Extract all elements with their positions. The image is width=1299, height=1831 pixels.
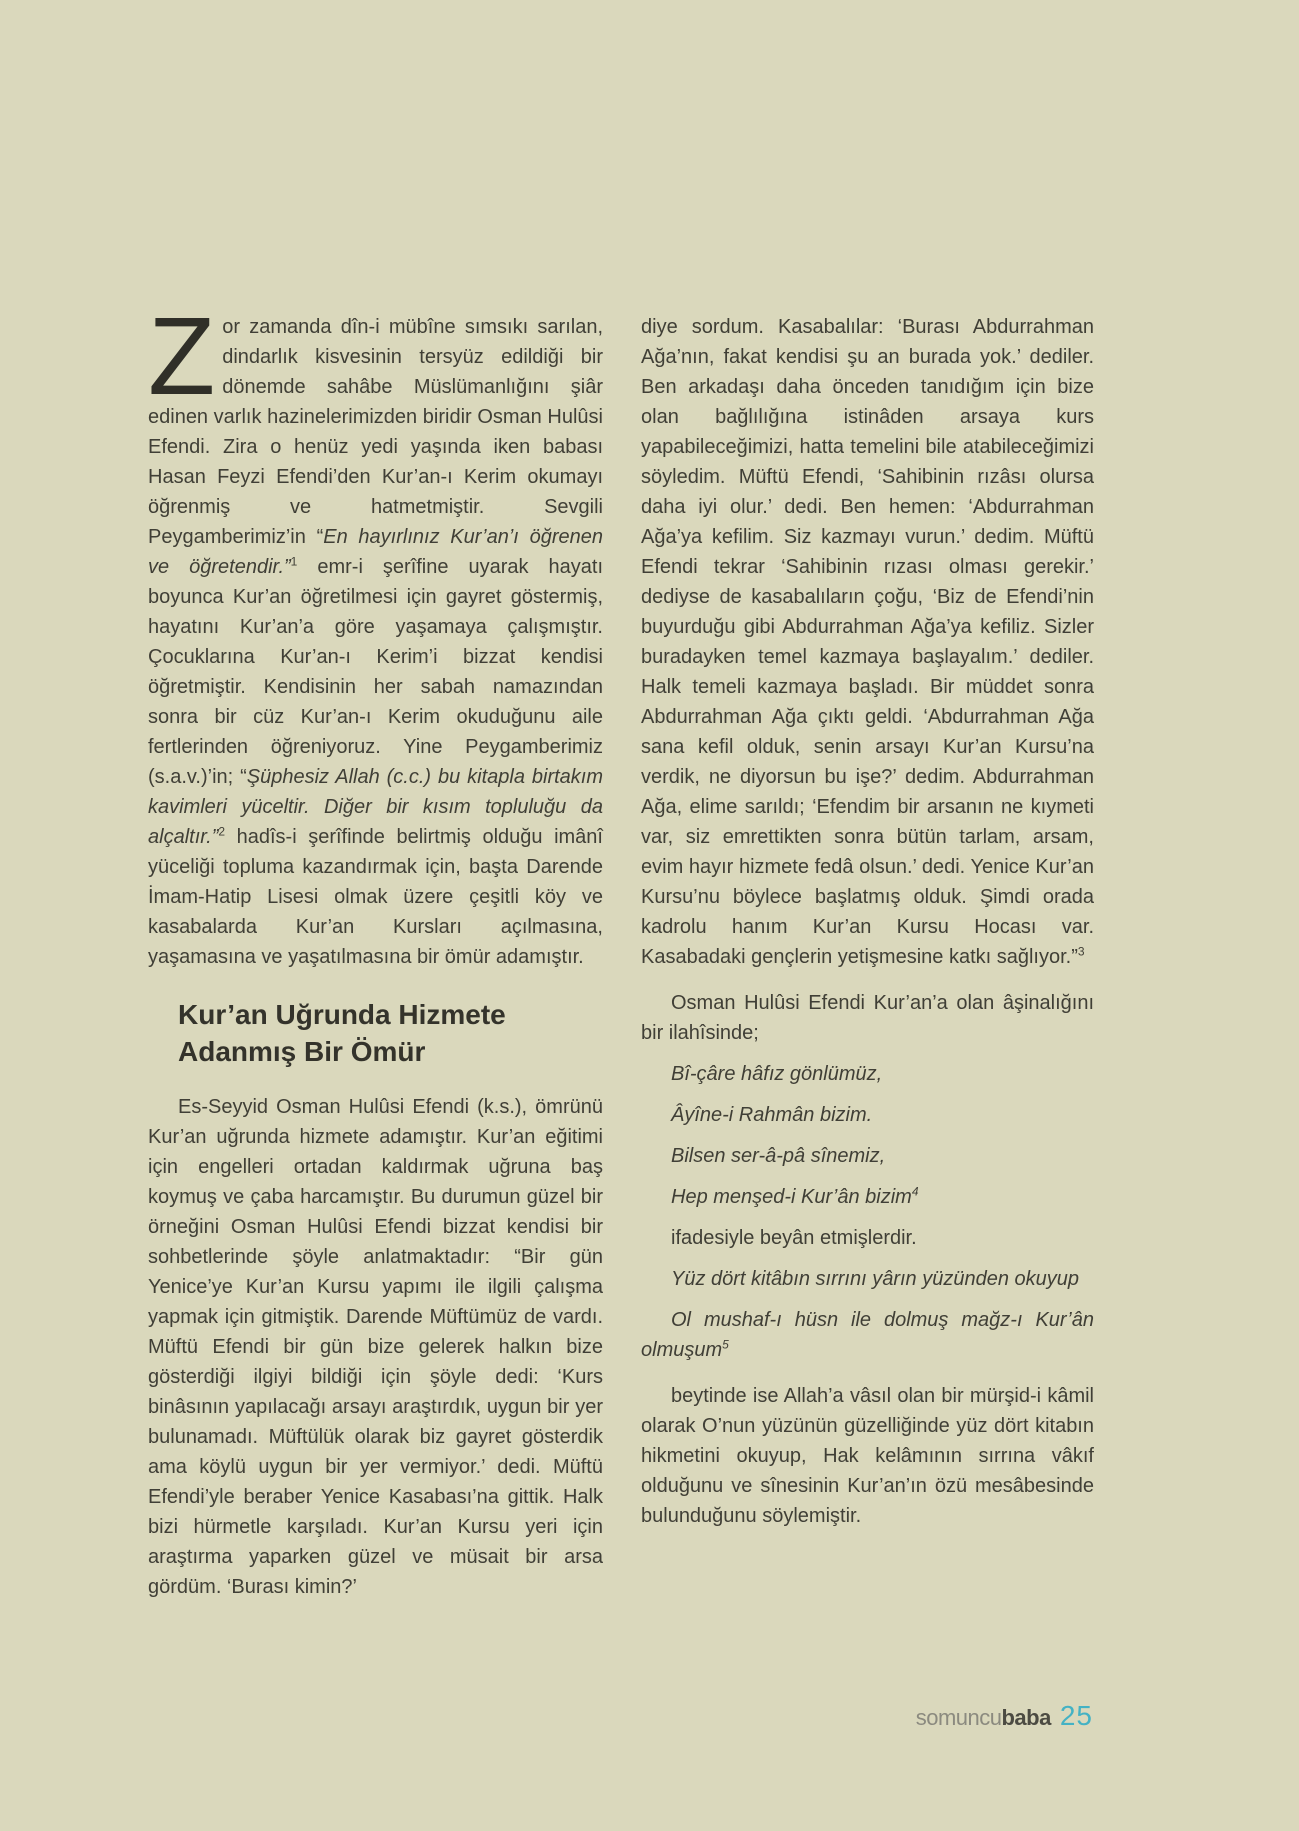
- footnote-ref-3: 3: [1077, 944, 1085, 959]
- brand-somuncu: somuncu: [915, 1705, 1002, 1730]
- article-columns: [148, 295, 1094, 1602]
- section-heading: Kur’an Uğrunda Hizmete Adanmış Bir Ömür: [178, 999, 506, 1067]
- continuation-text: diye sordum. Kasabalılar: ‘Burası Abdurrahman Ağa’nın, fakat kendisi şu an burada yok.’ dediler. Ben arkadaşı daha önceden tanıdığım için bize olan bağlılığına istinâden arsaya kurs yapabileceğimizi, hatta temelini bile atabileceğimizi söyledim. Müftü Efendi, ‘Sahibinin rızâsı olursa daha iyi olur.’ dedi. Ben hemen: ‘Abdurrahman Ağa’ya kefilim. Siz kazmayı vurun.’ dedim. Müftü Efendi tekrar ‘Sahibinin rızası olması gerekir.’ dediyse de kasabalıların çoğu, ‘Biz de Efendi’nin buyurduğu gibi Abdurrahman Ağa’ya kefiliz. Sizler buradayken temel kazmaya başlayalım.’ dediler. Halk temeli kazmaya başladı. Bir müddet sonra Abdurrahman Ağa çıktı geldi. ‘Abdurrahman Ağa sana kefil olduk, senin arsayı Kur’an Kursu’na verdik, ne diyorsun bu işe?’ dedim. Abdurrahman Ağa, elime sarıldı; ‘Efendim bir arsanın ne kıymeti var, siz emrettikten sonra bütün tarlam, arsam, evim hayır hizmete fedâ olsun.’ dedi. Yenice Kur’an Kursu’nu böylece başlatmış olduk. Şimdi orada kadrolu hanım Kur’an Kursu Hocası var. Kasabadaki gençlerin yetişmesine katkı sağlıyor.”: [641, 316, 1094, 968]
- couplet-line-2-text: Ol mushaf-ı hüsn ile dolmuş mağz-ı Kur’ân olmuşum: [641, 1309, 1094, 1361]
- expression-line: ifadesiyle beyân etmişlerdir.: [671, 1227, 917, 1249]
- brand-baba: baba: [1001, 1705, 1051, 1730]
- ilahi-intro-paragraph: Osman Hulûsi Efendi Kur’an’a olan âşinalığını bir ilahîsinde;: [641, 992, 1094, 1044]
- intro-text-2: emr-i şerîfine uyarak hayatı boyunca Kur’an öğretilmesi için gayret göstermiş, hayatını Kur’an’a göre yaşamaya çalışmıştır. Çocuklarına Kur’an-ı Kerim’i bizzat kendisi öğretmiştir. Kendisinin her sabah namazından sonra bir cüz Kur’an-ı Kerim okuduğunu aile fertlerinden öğreniyoruz. Yine Peygamberimiz (s.a.v.)’in; “: [148, 556, 604, 788]
- page-number: 25: [1059, 1700, 1093, 1731]
- footnote-ref-2: 2: [218, 824, 226, 839]
- poem-line-3: Bilsen ser-â-pâ sînemiz,: [671, 1145, 886, 1167]
- intro-text-3: hadîs-i şerîfinde belirtmiş olduğu imânî yüceliği topluma kazandırmak için, başta Darende İmam-Hatip Lisesi olmak üzere çeşitli köy ve kasabalarda Kur’an Kursları açılmasına, yaşamasına ve yaşatılmasına bir ömür adamıştır.: [148, 826, 603, 968]
- closing-paragraph: beytinde ise Allah’a vâsıl olan bir mürşid-i kâmil olarak O’nun yüzünün güzelliğinde yüz dört kitabın hikmetini okuyup, Hak kelâmının sırrına vâkıf olduğunu ve sînesinin Kur’an’ın özü mesâbesinde bulunduğunu söylemiştir.: [641, 1385, 1094, 1527]
- footnote-ref-5: 5: [722, 1337, 729, 1352]
- hadith-quote-1: En hayırlınız Kur’an’ı öğrenen ve öğretendir.”: [148, 526, 603, 578]
- footer-logo: [916, 1700, 1093, 1732]
- poem-line-2: Âyîne-i Rahmân bizim.: [671, 1104, 873, 1126]
- intro-text-1: or zamanda dîn-i mübîne sımsıkı sarılan, dindarlık kisvesinin tersyüz edildiği bir dönemde sahâbe Müslümanlığını şiâr edinen varlık hazinelerimizden biridir Osman Hulûsi Efendi. Zira o henüz yedi yaşında iken babası Hasan Feyzi Efendi’den Kur’an-ı Kerim okumayı öğrenmiş ve hatmetmiştir. Sevgili Peygamberimiz’in “: [148, 316, 603, 548]
- continuation-paragraph: [641, 312, 1094, 972]
- poem-line-1: Bî-çâre hâfız gönlümüz,: [671, 1063, 883, 1085]
- hadith-quote-2: Şüphesiz Allah (c.c.) bu kitapla birtakım kavimleri yüceltir. Diğer bir kısım topluluğu da alçaltır.”: [148, 766, 603, 848]
- drop-cap: Z: [148, 295, 214, 418]
- couplet-line-1: Yüz dört kitâbın sırrını yârın yüzünden okuyup: [671, 1268, 1079, 1290]
- right-column: [641, 312, 1094, 1602]
- intro-paragraph: [148, 295, 604, 972]
- footnote-ref-4: 4: [911, 1184, 919, 1199]
- couplet-line-2: [641, 1305, 1094, 1365]
- footnote-ref-1: 1: [290, 554, 298, 569]
- biography-paragraph: Es-Seyyid Osman Hulûsi Efendi (k.s.), ömrünü Kur’an uğrunda hizmete adamıştır. Kur’an eğitimi için engelleri ortadan kaldırmak uğruna baş koymuş ve çaba harcamıştır. Bu durumun güzel bir örneğini Osman Hulûsi Efendi bizzat kendisi bir sohbetlerinde şöyle anlatmaktadır: “Bir gün Yenice’ye Kur’an Kursu yapımı ile ilgili çalışma yapmak için gitmiştik. Darende Müftümüz de vardı. Müftü Efendi bir gün bize gelerek halkın bize gösterdiği ilgiyi bildiği için şöyle dedi: ‘Kurs binâsının yapılacağı arsayı araştırdık, uygun bir yer bulunamadı. Müftülük olarak biz gayret gösterdik ama köylü uygun bir yer vermiyor.’ dedi. Müftü Efendi’yle beraber Yenice Kasabası’na gittik. Halk bizi hürmetle karşıladı. Kur’an Kursu yeri için araştırma yaparken güzel ve müsait bir arsa gördüm. ‘Burası kimin?’: [148, 1096, 603, 1598]
- left-column: [148, 295, 604, 1602]
- poem-line-4-text: Hep menşed-i Kur’ân bizim: [671, 1186, 912, 1208]
- poem-line-4: [641, 1182, 1094, 1212]
